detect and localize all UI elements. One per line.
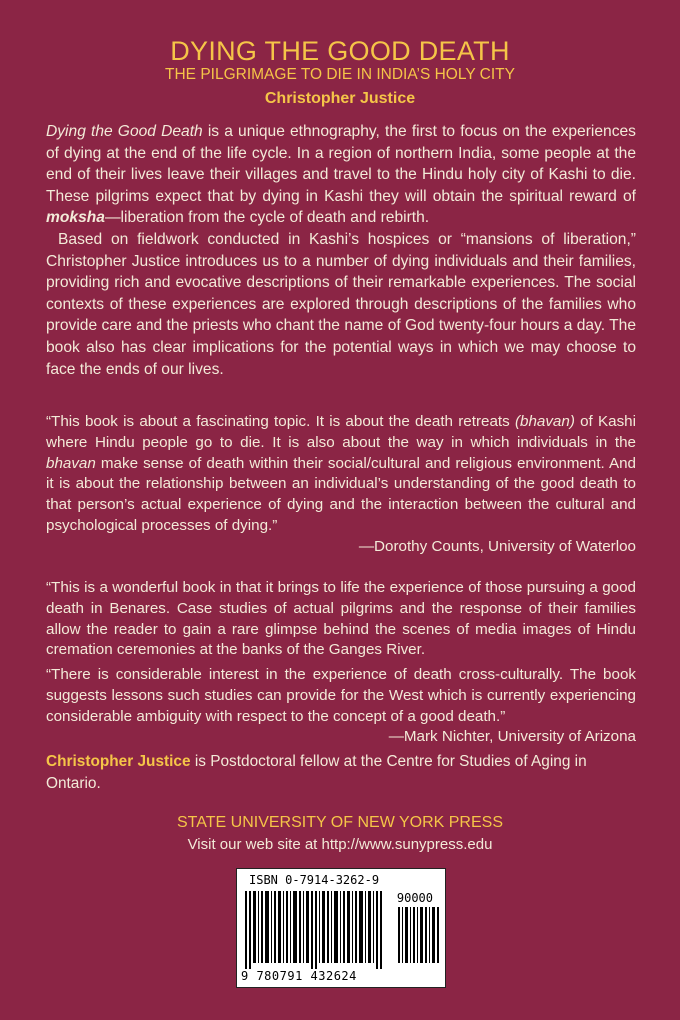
quote-nichter [46, 665, 636, 748]
addon-barcode-bars [397, 907, 441, 963]
publisher-name: STATE UNIVERSITY OF NEW YORK PRESS [177, 814, 503, 831]
bhavan-term: bhavan [46, 454, 96, 472]
publisher-website: Visit our web site at http://www.sunypress.edu [187, 836, 493, 853]
quote-counts [46, 412, 636, 558]
bio-name: Christopher Justice [46, 753, 191, 770]
description-text-end: —liberation from the cycle of death and rebirth. [104, 209, 430, 227]
ean-barcode-bars [243, 891, 393, 969]
quote-attribution: —Mark Nichter, University of Arizona [388, 728, 636, 746]
book-subtitle: THE PILGRIMAGE TO DIE IN INDIA’S HOLY CITY [165, 66, 515, 83]
quote-text: of Kashi where Hindu people go to die. It is also about the way in which individuals in the [46, 413, 636, 451]
author-name: Christopher Justice [264, 90, 416, 107]
description-paragraph-1 [46, 121, 636, 229]
moksha-term: moksha [46, 209, 105, 227]
bio-text: is Postdoctoral fellow at the Centre for Studies of Aging in Ontario. [46, 753, 587, 792]
author-bio-text [46, 751, 636, 794]
quote-benares-text: “This is a wonderful book in that it brings to life the experience of those pursuing a good death in Benares. Case studies of actual pilgrims and the response of their families allow the reader to gain a rare glimpse behind the scenes of media images of Hindu cremation ceremonies at the banks of the Ganges River. [46, 579, 636, 659]
description-text: is a unique ethnography, the first to focus on the experiences of dying at the end of the life cycle. In a region of northern India, some people at the end of their lives leave their villages and travel to the Hindu holy city of Kashi to die. These pilgrims expect that by dying in Kashi they will obtain the spiritual reward of [46, 123, 636, 205]
barcode [236, 868, 446, 988]
bhavan-term: (bhavan) [514, 413, 575, 430]
quote-attribution: —Dorothy Counts, University of Waterloo [358, 537, 636, 555]
quote-counts-text [46, 412, 636, 537]
quote-benares [46, 578, 636, 661]
italic-title: Dying the Good Death [46, 123, 203, 140]
book-title: DYING THE GOOD DEATH [170, 36, 510, 66]
quote-text: make sense of death within their social/cultural and religious environment. And it is about the relationship between an individual’s understanding of the good death to that person’s actual experience of dying and the interaction between the cultural and psychological processes of dying.” [46, 454, 636, 534]
quote-nichter-text: “There is considerable interest in the experience of death cross-culturally. The book suggests lessons such studies can provide for the West which is currently experiencing considerable ambiguity with respect to the concept of a good death.” [46, 666, 636, 725]
description-paragraph-2: Based on fieldwork conducted in Kashi’s hospices or “mansions of liberation,” Christopher Justice introduces us to a number of dying individuals and their families, providing rich and evocative descriptions of their remarkable experiences. The social contexts of these experiences are explored through descriptions of the families who provide care and the priests who chant the name of God twenty-four hours a day. The book also has clear implications for the potential ways in which we may choose to face the ends of our lives. [46, 230, 636, 378]
description [46, 121, 636, 380]
author-bio [46, 751, 636, 794]
price-code: 90000 [396, 891, 433, 905]
ean-number: 9 780791 432624 [241, 969, 357, 983]
isbn-number: ISBN 0-7914-3262-9 [249, 873, 380, 887]
quote-text: “This book is about a fascinating topic. It is about the death retreats [46, 413, 515, 430]
